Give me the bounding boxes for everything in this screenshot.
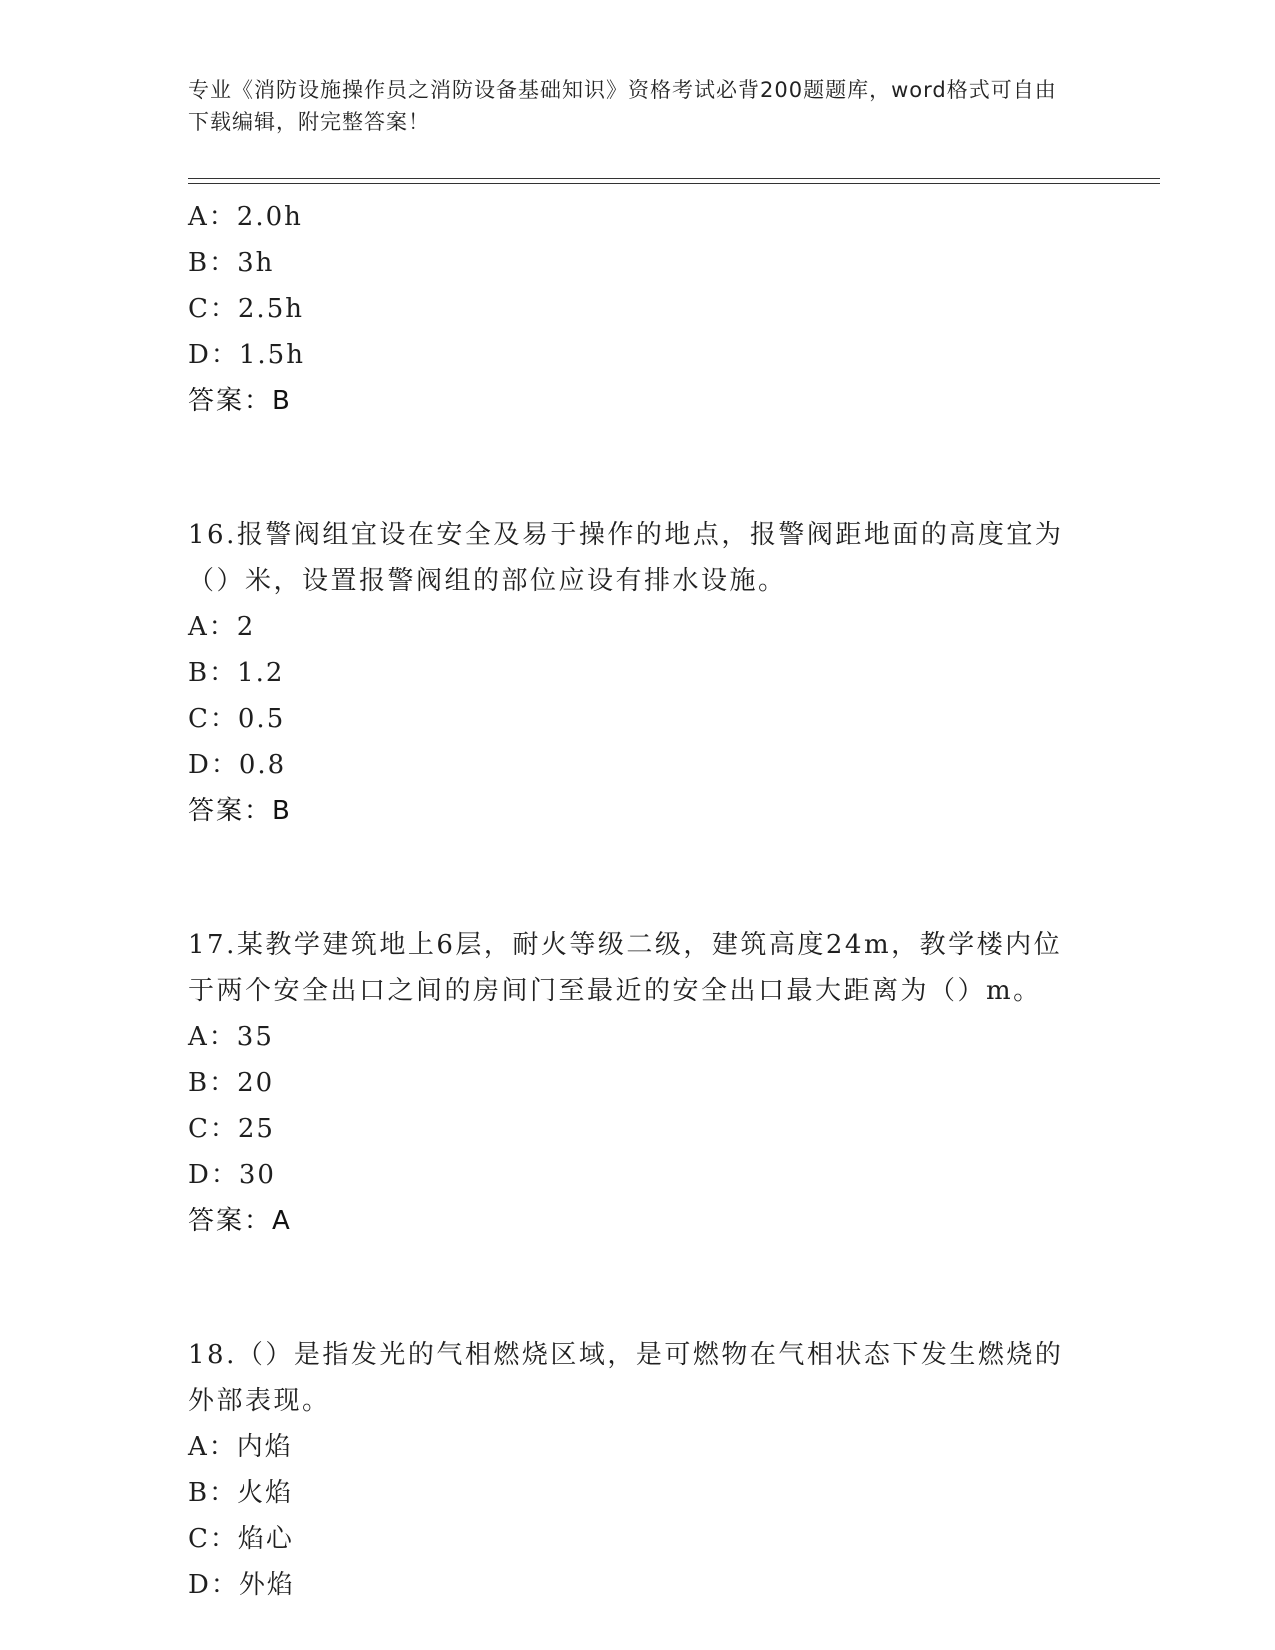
option-b: B：20 (188, 1068, 275, 1098)
question-text: 17.某教学建筑地上6层，耐火等级二级，建筑高度24m，教学楼内位于两个安全出口之间的房间门至最近的安全出口最大距离为（）m。 (188, 930, 1063, 1006)
question-text: 18.（）是指发光的气相燃烧区域，是可燃物在气相状态下发生燃烧的外部表现。 (188, 1340, 1064, 1416)
option-a: A：2.0h (188, 202, 303, 232)
option-d: D：外焰 (188, 1570, 295, 1600)
option-d: D：0.8 (188, 750, 287, 780)
option-d: D：30 (188, 1160, 276, 1190)
document-header: 专业《消防设施操作员之消防设备基础知识》资格考试必背200题题库，word格式可自由下载编辑，附完整答案！ (188, 78, 1057, 134)
option-b: B：火焰 (188, 1478, 294, 1508)
answer-line: 答案：A (188, 1206, 292, 1236)
question-block-18 (188, 1332, 1088, 1608)
option-d: D：1.5h (188, 340, 305, 370)
option-c: C：25 (188, 1114, 275, 1144)
header-rule-top (188, 178, 1160, 179)
question-block-16 (188, 512, 1088, 834)
option-b: B：1.2 (188, 658, 285, 688)
question-text: 16.报警阀组宜设在安全及易于操作的地点，报警阀距地面的高度宜为（）米，设置报警阀组的部位应设有排水设施。 (188, 520, 1064, 596)
option-c: C：2.5h (188, 294, 304, 324)
option-b: B：3h (188, 248, 275, 278)
question-list (188, 194, 1088, 1608)
question-block-17 (188, 922, 1088, 1244)
option-a: A：内焰 (188, 1432, 293, 1462)
option-a: A：2 (188, 612, 256, 642)
option-a: A：35 (188, 1022, 274, 1052)
answer-line: 答案：B (188, 386, 292, 416)
option-c: C：焰心 (188, 1524, 294, 1554)
question-block-15 (188, 194, 1088, 424)
header-rule-bottom (188, 183, 1160, 184)
option-c: C：0.5 (188, 704, 286, 734)
answer-line: 答案：B (188, 796, 292, 826)
